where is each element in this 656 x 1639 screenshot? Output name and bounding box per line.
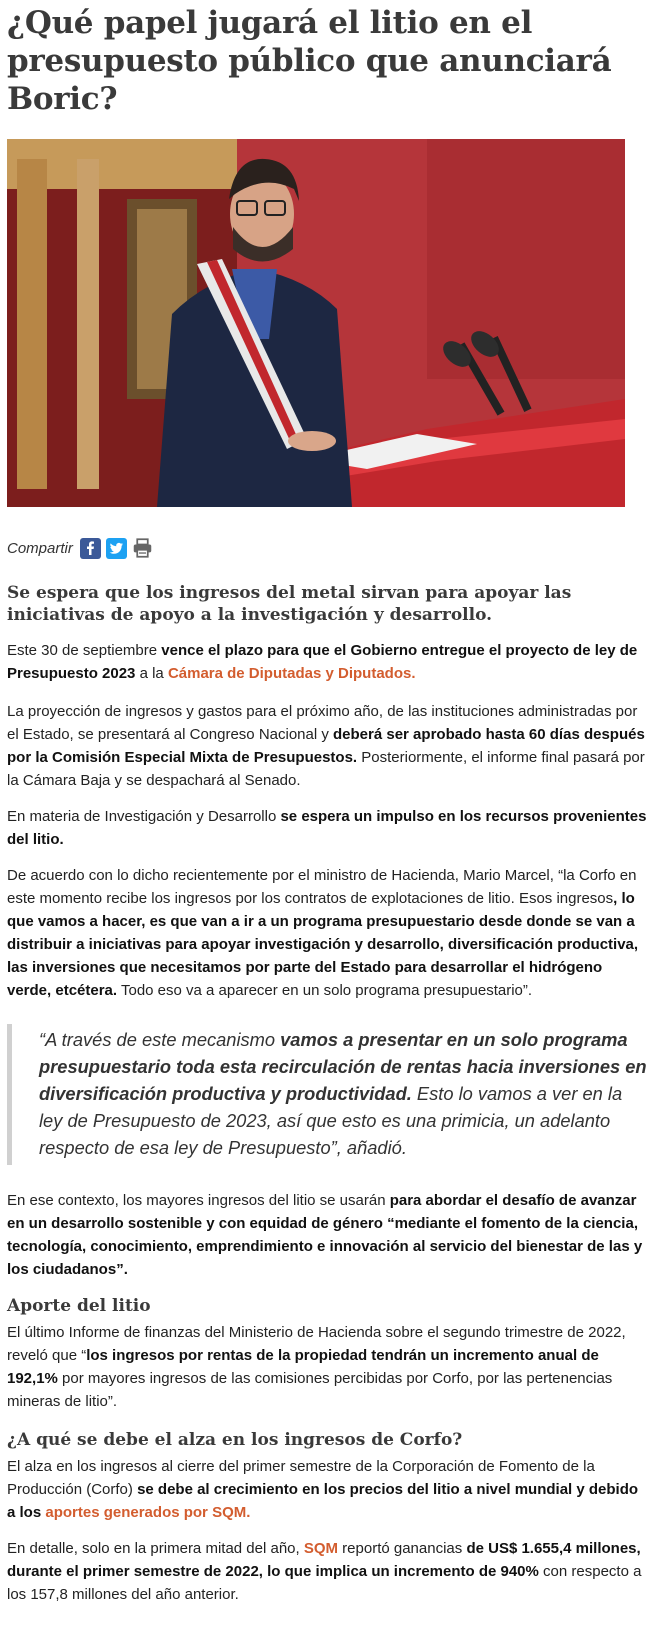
print-icon[interactable] bbox=[132, 538, 153, 559]
subheading-aporte: Aporte del litio bbox=[7, 1296, 151, 1316]
text: En ese contexto, los mayores ingresos del litio se usarán bbox=[7, 1192, 390, 1209]
twitter-icon[interactable] bbox=[106, 538, 127, 559]
hero-photo bbox=[7, 139, 625, 507]
paragraph-8 bbox=[7, 1537, 649, 1606]
camara-link[interactable]: Cámara de Diputadas y Diputados. bbox=[167, 665, 416, 682]
paragraph-4 bbox=[7, 864, 649, 1002]
bold-text: , lo que vamos a hacer, es que van a ir a un programa presupuestario desde donde se van a distribuir a iniciativas para apoyar investigación y desarrollo, diversificación productiva, las inversiones que necesitamos por parte del Estado para desarrollar el hidrógeno verde, etcétera. bbox=[7, 890, 639, 999]
text: En detalle, solo en la primera mitad del año, bbox=[7, 1540, 304, 1557]
bold-text: se debe al crecimiento en los precios del litio a nivel mundial y debido a los bbox=[7, 1481, 639, 1521]
text: con respecto a los 157,8 millones del año anterior. bbox=[7, 1563, 642, 1603]
sqm-link[interactable]: SQM bbox=[303, 1540, 339, 1557]
quote-block bbox=[7, 1024, 649, 1165]
paragraph-2 bbox=[7, 700, 649, 792]
text: Este 30 de septiembre bbox=[7, 642, 162, 659]
article-page bbox=[0, 4, 656, 1639]
bold-text: de US$ 1.655,4 millones, durante el primer semestre de 2022, lo que implica un incremento de 940% bbox=[7, 1540, 641, 1580]
text: La proyección de ingresos y gastos para el próximo año, de las instituciones administradas por el Estado, se presentará al Congreso Nacional y bbox=[7, 703, 638, 743]
hero-illustration bbox=[7, 139, 625, 507]
text: El alza en los ingresos al cierre del primer semestre de la Corporación de Fomento de la Producción (Corfo) bbox=[7, 1458, 595, 1498]
text: De acuerdo con lo dicho recientemente por el ministro de Hacienda, Mario Marcel, “la Corfo en este momento recibe los ingresos por los contratos de explotaciones de litio. Esos ingresos bbox=[7, 867, 637, 907]
text: a la bbox=[135, 665, 168, 682]
text: Todo eso va a aparecer en un solo programa presupuestario”. bbox=[117, 982, 533, 999]
subheading-corfo: ¿A qué se debe el alza en los ingresos de Corfo? bbox=[7, 1430, 463, 1450]
bold-text: se espera un impulso en los recursos provenientes del litio. bbox=[7, 808, 647, 848]
paragraph-5 bbox=[7, 1189, 649, 1281]
text: El último Informe de finanzas del Ministerio de Hacienda sobre el segundo trimestre de 2022, reveló que “ bbox=[7, 1324, 626, 1364]
article-lead: Se espera que los ingresos del metal sirvan para apoyar las iniciativas de apoyo a la investigación y desarrollo. bbox=[7, 583, 572, 625]
sqm-aportes-link[interactable]: aportes generados por SQM. bbox=[45, 1504, 251, 1521]
bold-text: para abordar el desafío de avanzar en un desarrollo sostenible y con equidad de género “mediante el fomento de la ciencia, tecnología, conocimiento, emprendimiento e innovación al servicio del bienestar de las y los ciudadanos”. bbox=[7, 1192, 643, 1278]
text: por mayores ingresos de las comisiones percibidas por Corfo, por las pertenencias mineras de litio”. bbox=[7, 1370, 613, 1410]
bold-text: vence el plazo para que el Gobierno entregue el proyecto de ley de Presupuesto 2023 bbox=[7, 642, 638, 682]
bold-text: vamos a presentar en un solo programa presupuestario toda esta recirculación de rentas hacia inversiones en diversificación productiva y productividad. bbox=[39, 1029, 647, 1104]
paragraph-3 bbox=[7, 805, 649, 851]
text: En materia de Investigación y Desarrollo bbox=[7, 808, 281, 825]
text: Esto lo vamos a ver en la ley de Presupuesto de 2023, así que esto es una primicia, un adelanto respecto de esa ley de Presupuesto”, añadió. bbox=[39, 1083, 623, 1158]
share-bar bbox=[7, 535, 649, 561]
article-title: ¿Qué papel jugará el litio en el presupuesto público que anunciará Boric? bbox=[7, 5, 612, 117]
bold-text: los ingresos por rentas de la propiedad tendrán un incremento anual de 192,1% bbox=[7, 1347, 599, 1387]
paragraph-6 bbox=[7, 1321, 649, 1413]
text: “A través de este mecanismo bbox=[39, 1029, 281, 1050]
paragraph-7 bbox=[7, 1455, 649, 1524]
share-label: Compartir bbox=[7, 539, 73, 557]
facebook-icon[interactable] bbox=[80, 538, 101, 559]
text: reportó ganancias bbox=[338, 1540, 467, 1557]
text: Posteriormente, el informe final pasará por la Cámara Baja y se despachará al Senado. bbox=[7, 749, 645, 789]
bold-text: deberá ser aprobado hasta 60 días después por la Comisión Especial Mixta de Presupuestos. bbox=[7, 726, 645, 766]
paragraph-1 bbox=[7, 639, 649, 685]
